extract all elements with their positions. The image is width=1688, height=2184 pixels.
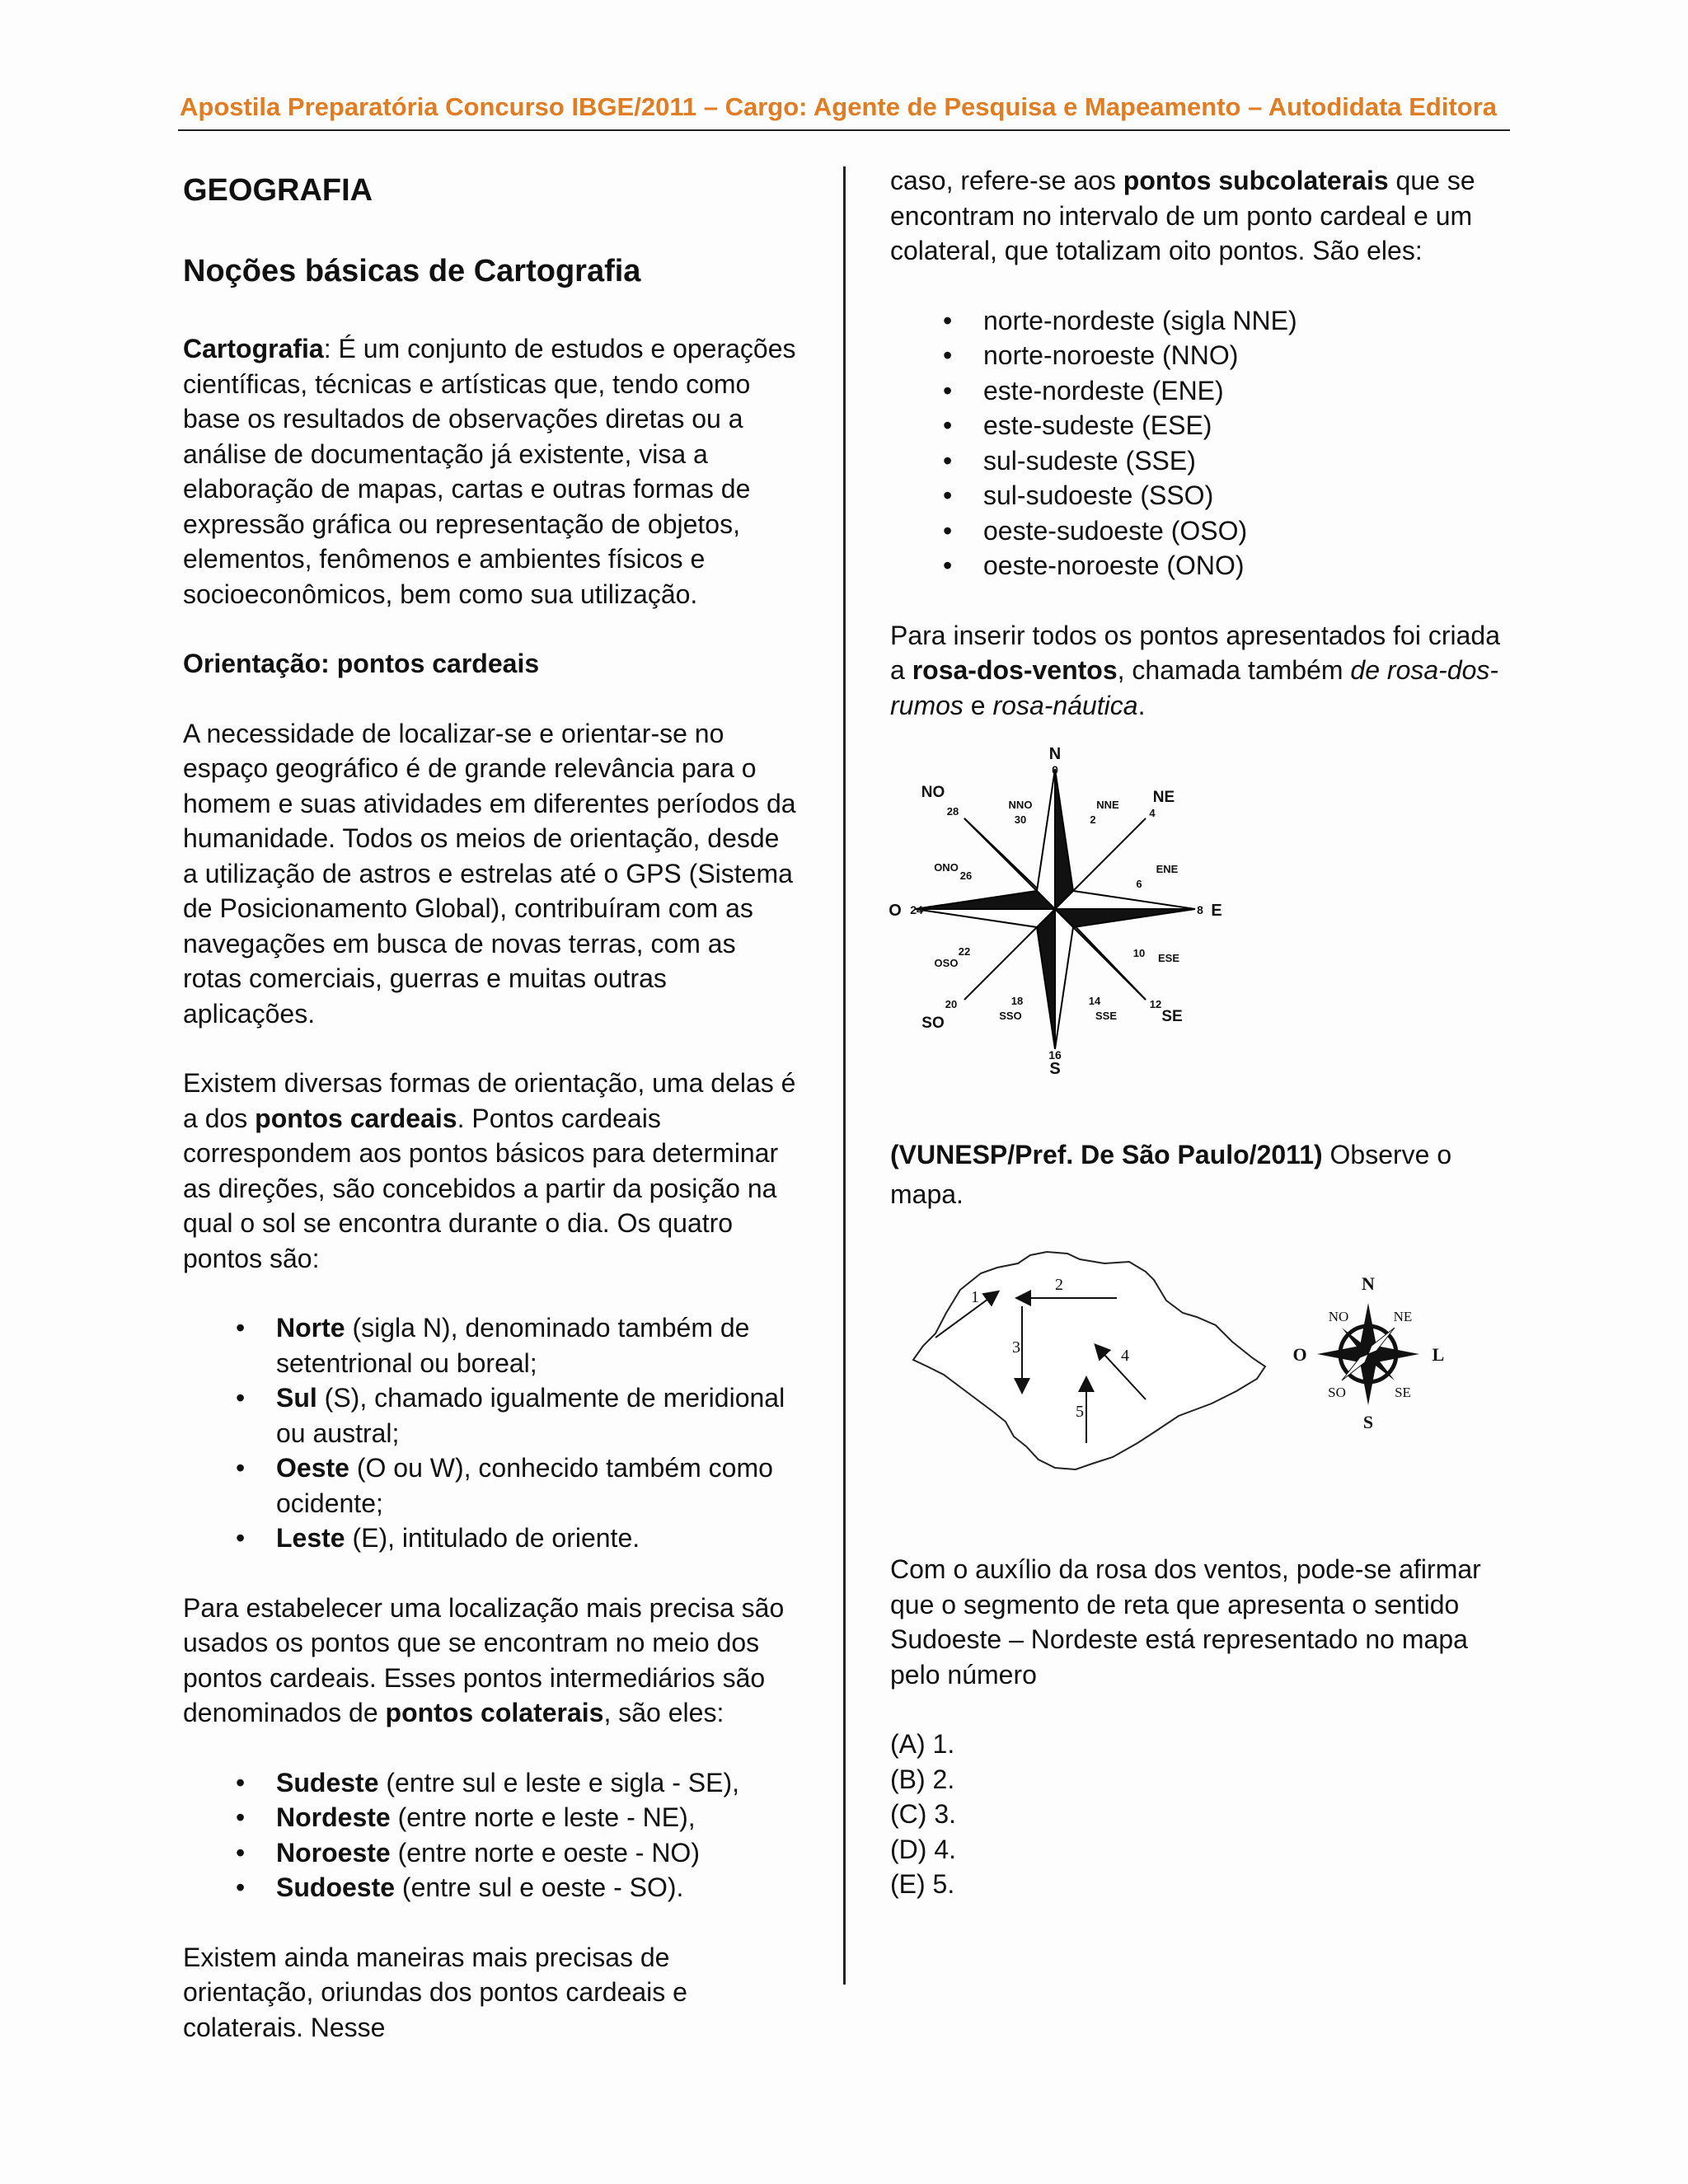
label-sso: SSO (999, 1010, 1022, 1022)
map-compass-ne: NE (1393, 1309, 1413, 1324)
item-text: norte-noroeste (NNO) (983, 340, 1239, 370)
label-o-deg: 24 (910, 903, 923, 916)
item-name: Norte (276, 1313, 345, 1343)
label-oso: OSO (934, 957, 959, 969)
rosa-before: Para inserir todos os pontos apresentados foi criada a (890, 620, 1500, 685)
sao-paulo-map-figure (890, 1230, 1451, 1478)
map-compass-no: NO (1328, 1309, 1349, 1324)
item-name: Oeste (276, 1453, 349, 1483)
p2-before: Existem diversas formas de orientação, uma delas é a dos (183, 1068, 796, 1133)
rose-point (1055, 769, 1073, 909)
map-label-2: 2 (1055, 1276, 1063, 1294)
label-sse: SSE (1095, 1010, 1118, 1022)
map-compass-l: L (1432, 1344, 1445, 1365)
item-desc: (sigla N), denominado também de setentrional ou boreal; (276, 1313, 750, 1378)
label-ono-deg: 26 (959, 869, 973, 882)
column-divider (843, 166, 846, 1985)
map-compass-n: N (1362, 1273, 1375, 1294)
item-text: oeste-sudoeste (OSO) (983, 515, 1248, 546)
compass-rose-figure (884, 748, 1230, 1077)
label-sse-deg: 14 (1088, 995, 1101, 1007)
item-text: oeste-noroeste (ONO) (983, 551, 1245, 580)
question-intro (890, 1135, 1500, 1214)
item-text: sul-sudeste (SSE) (983, 445, 1196, 476)
cartografia-definition: : É um conjunto de estudos e operações científicas, técnicas e artísticas que, tendo como base os resultados de observações diretas ou a análise de documentação já existente, visa a elaboração de mapas, cartas e outras formas de expressão gráfica ou representação de objetos, elementos, fenômenos e ambientes físicos e socioeconômicos, bem como sua utilização. (183, 334, 796, 609)
map-compass-so: SO (1328, 1385, 1346, 1400)
item-name: Nordeste (276, 1802, 391, 1832)
label-ese: ESE (1157, 952, 1180, 964)
map-label-5: 5 (1076, 1403, 1084, 1421)
list-item (890, 303, 1500, 339)
list-item (183, 1765, 797, 1801)
bullet-icon: • (236, 1837, 246, 1868)
label-nno: NNO (1008, 799, 1033, 811)
list-item (890, 338, 1500, 373)
item-name: Sudeste (276, 1767, 379, 1797)
label-nne: NNE (1096, 799, 1119, 811)
label-n: N (1048, 748, 1062, 763)
bullet-icon: • (236, 1523, 246, 1553)
rose-point (1055, 891, 1195, 909)
cardinal-list (183, 1310, 797, 1556)
label-oso-deg: 22 (958, 945, 971, 958)
label-n-deg: 0 (1052, 763, 1058, 776)
map-label-1: 1 (971, 1288, 979, 1306)
rose-point (915, 891, 1055, 909)
bullet-icon: • (236, 1313, 246, 1343)
option-c[interactable]: (C) 3. (890, 1799, 956, 1829)
paragraph-4: Existem ainda maneiras mais precisas de orientação, oriundas dos pontos cardeais e colaterais. Nesse (183, 1942, 687, 2042)
label-e-deg: 8 (1197, 903, 1203, 916)
item-desc: (entre norte e leste - NE), (390, 1802, 696, 1832)
bullet-icon: • (943, 480, 953, 510)
option-b[interactable]: (B) 2. (890, 1764, 955, 1794)
label-sso-deg: 18 (1010, 995, 1024, 1007)
state-outline (913, 1252, 1265, 1469)
rose-point (1037, 909, 1055, 1049)
list-item (890, 408, 1500, 443)
left-column (183, 163, 797, 2079)
map-label-4: 4 (1121, 1347, 1129, 1365)
question-source: (VUNESP/Pref. De São Paulo/2011) (890, 1140, 1323, 1169)
item-desc: (S), chamado igualmente de meridional ou austral; (276, 1383, 785, 1448)
continuation-paragraph (890, 163, 1500, 269)
cont-before: caso, refere-se aos (890, 166, 1123, 195)
header-rule (178, 129, 1510, 131)
bullet-icon: • (236, 1872, 246, 1902)
label-ne: NE (1152, 789, 1175, 806)
rose-point (1055, 909, 1073, 1049)
bullet-icon: • (943, 340, 953, 370)
rosa-bold: rosa-dos-ventos (912, 655, 1118, 685)
bullet-icon: • (236, 1767, 246, 1797)
label-e: E (1211, 902, 1222, 920)
item-desc: (entre sul e oeste - SO). (395, 1872, 684, 1902)
bullet-icon: • (943, 445, 953, 476)
rosa-ital1: de rosa-dos-rumos (890, 655, 1499, 720)
bullet-icon: • (943, 551, 953, 580)
bullet-icon: • (943, 410, 953, 440)
list-item (183, 1380, 797, 1451)
p3-bold: pontos colaterais (385, 1698, 604, 1727)
bullet-icon: • (943, 375, 953, 405)
item-name: Sul (276, 1383, 317, 1413)
cartografia-term: Cartografia (183, 334, 324, 363)
label-so-deg: 20 (945, 998, 958, 1010)
orientacao-heading-text: Orientação: pontos cardeais (183, 649, 540, 678)
map-compass-se: SE (1395, 1385, 1411, 1400)
question-prompt: Observe o mapa. (890, 1140, 1452, 1209)
bullet-icon: • (943, 515, 953, 546)
cont-after: que se encontram no intervalo de um ponto cardeal e um colateral, que totalizam oito pontos. São eles: (890, 166, 1475, 265)
rosa-ital2: rosa-náutica (992, 690, 1138, 720)
label-ese-deg: 10 (1132, 947, 1146, 959)
list-item (183, 1310, 797, 1380)
option-a[interactable]: (A) 1. (890, 1729, 955, 1759)
paragraph-1: A necessidade de localizar-se e orientar-se no espaço geográfico é de grande relevância para o homem e suas atividades em diferentes períodos da humanidade. Todos os meios de orientação, desde a utilização de astros e estrelas até o GPS (Sistema de Posicionamento Global), contribuíram com as navegações em busca de novas terras, com as rotas comerciais, guerras e muitas outras aplicações. (183, 718, 796, 1029)
page-header: Apostila Preparatória Concurso IBGE/2011 – Cargo: Agente de Pesquisa e Mapeamento – Autodidata Editora (180, 92, 1498, 121)
label-so: SO (921, 1015, 945, 1032)
subject-title: GEOGRAFIA (183, 173, 373, 208)
option-d[interactable]: (D) 4. (890, 1834, 956, 1864)
cartografia-paragraph (183, 331, 797, 612)
label-ene: ENE (1156, 863, 1179, 875)
list-item (890, 513, 1500, 549)
label-nne-deg: 2 (1090, 813, 1096, 826)
paragraph-2 (183, 1066, 797, 1276)
label-se: SE (1161, 1008, 1183, 1025)
section-title: Noções básicas de Cartografia (183, 254, 641, 288)
p3-after: , são eles: (603, 1698, 724, 1727)
p2-after: . Pontos cardeais correspondem aos pontos básicos para determinar as direções, são concebidos a partir da posição na qual o sol se encontra durante o dia. Os quatro pontos são: (183, 1103, 779, 1273)
label-o: O (889, 902, 902, 920)
rosa-and: e (963, 690, 993, 720)
item-text: norte-nordeste (sigla NNE) (983, 305, 1297, 335)
rosa-paragraph (890, 618, 1500, 724)
list-item (183, 1521, 797, 1556)
label-s-deg: 16 (1048, 1048, 1062, 1062)
question-text: Com o auxílio da rosa dos ventos, pode-se afirmar que o segmento de reta que apresenta o sentido Sudoeste – Nordeste está representado no mapa pelo número (890, 1554, 1481, 1690)
item-name: Leste (276, 1523, 345, 1553)
item-name: Sudoeste (276, 1872, 396, 1902)
right-column (890, 163, 1500, 1902)
label-se-deg: 12 (1149, 998, 1162, 1010)
rose-point (1055, 909, 1195, 927)
map-label-3: 3 (1012, 1338, 1020, 1357)
rosa-mid: , chamada também (1117, 655, 1351, 685)
cont-bold: pontos subcolaterais (1123, 166, 1389, 195)
label-ono: ONO (934, 861, 959, 874)
list-item (890, 443, 1500, 479)
bullet-icon: • (236, 1802, 246, 1832)
label-no-deg: 28 (946, 805, 959, 818)
orientacao-heading (183, 646, 797, 682)
rose-point (1037, 769, 1055, 909)
answer-options (890, 1727, 1500, 1902)
rosa-end: . (1137, 690, 1146, 720)
item-text: este-nordeste (ENE) (983, 375, 1224, 405)
map-compass-s: S (1362, 1412, 1374, 1432)
label-nno-deg: 30 (1014, 813, 1027, 826)
item-name: Noroeste (276, 1837, 391, 1868)
item-text: sul-sudoeste (SSO) (983, 480, 1214, 510)
p3-before: Para estabelecer uma localização mais precisa são usados os pontos que se encontram no meio dos pontos cardeais. Esses pontos intermediários são denominados de (183, 1592, 785, 1727)
map-compass-o: O (1292, 1344, 1307, 1365)
option-e[interactable]: (E) 5. (890, 1869, 955, 1899)
list-item (183, 1835, 797, 1871)
item-desc: (O ou W), conhecido também como ocidente; (276, 1453, 773, 1518)
bullet-icon: • (236, 1453, 246, 1483)
list-item (890, 548, 1500, 583)
item-desc: (entre norte e oeste - NO) (390, 1837, 700, 1868)
p2-bold: pontos cardeais (255, 1103, 457, 1133)
item-desc: (entre sul e leste e sigla - SE), (378, 1767, 739, 1797)
rose-point (915, 909, 1055, 927)
item-text: este-sudeste (ESE) (983, 410, 1212, 440)
label-ne-deg: 4 (1149, 807, 1156, 819)
item-desc: (E), intitulado de oriente. (345, 1523, 640, 1553)
paragraph-3 (183, 1591, 797, 1731)
collateral-list (183, 1765, 797, 1905)
list-item (183, 1800, 797, 1835)
list-item (183, 1870, 797, 1905)
label-s: S (1049, 1060, 1061, 1077)
list-item (890, 478, 1500, 513)
label-no: NO (921, 784, 945, 801)
bullet-icon: • (943, 305, 953, 335)
bullet-icon: • (236, 1383, 246, 1413)
label-ene-deg: 6 (1136, 878, 1142, 890)
list-item (890, 373, 1500, 409)
list-item (183, 1451, 797, 1521)
subcollateral-list (890, 303, 1500, 583)
